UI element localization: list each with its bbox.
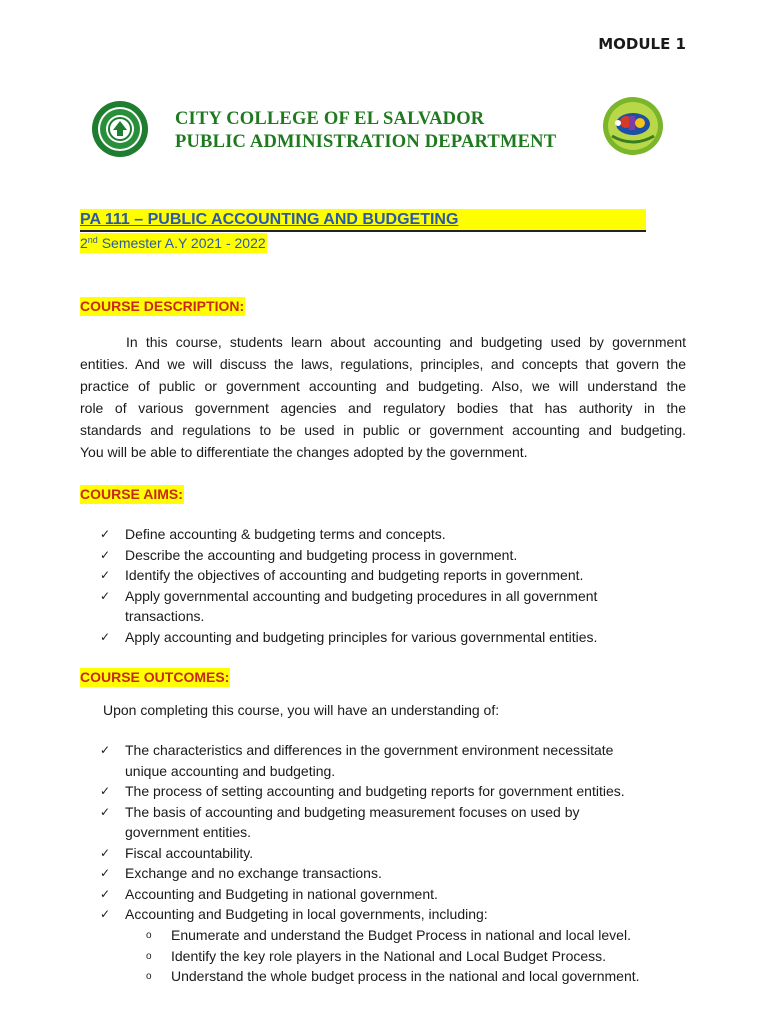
course-title [80, 209, 646, 232]
semester-text: Semester A.Y 2021 - 2022 [97, 235, 266, 251]
list-item: ✓ Identify the objectives of accounting and budgeting reports in government. [100, 565, 700, 586]
list-item: o Understand the whole budget process in the national and local government. [146, 966, 706, 987]
module-label: MODULE 1 [598, 35, 686, 53]
list-item: ✓ Fiscal accountability. [100, 843, 690, 864]
college-seal-logo [91, 100, 149, 158]
list-item: ✓ The basis of accounting and budgeting measurement focuses on used by government entities. [100, 802, 690, 843]
description-line: role of various government agencies and regulatory bodies that has authority in the [80, 400, 686, 416]
list-item: ✓ Apply governmental accounting and budgeting procedures in all government transactions. [100, 586, 700, 627]
list-item: ✓ Accounting and Budgeting in national government. [100, 884, 690, 905]
course-outcomes-heading: COURSE OUTCOMES: [80, 669, 230, 685]
college-header [175, 108, 556, 154]
course-outcomes-list [100, 740, 690, 925]
course-title-text: PA 111 – PUBLIC ACCOUNTING AND BUDGETING [80, 211, 459, 228]
list-item: ✓ Apply accounting and budgeting principles for various governmental entities. [100, 627, 700, 648]
department-logo [602, 96, 664, 156]
description-line: standards and regulations to be used in public or government accounting and budgeting. [80, 422, 686, 438]
list-item: ✓ Describe the accounting and budgeting process in government. [100, 545, 700, 566]
description-line: practice of public or government accounting and budgeting. Also, we will understand the [80, 378, 686, 394]
list-item: o Enumerate and understand the Budget Process in national and local level. [146, 925, 706, 946]
list-item: ✓ Accounting and Budgeting in local governments, including: [100, 904, 690, 925]
outcomes-intro: Upon completing this course, you will have an understanding of: [103, 702, 500, 718]
description-line: In this course, students learn about accounting and budgeting used by government [126, 334, 686, 350]
semester-suffix: nd [87, 235, 98, 245]
semester-line [80, 233, 267, 253]
department-name: PUBLIC ADMINISTRATION DEPARTMENT [175, 132, 557, 152]
semester-number: 2 [80, 235, 88, 251]
course-aims-heading: COURSE AIMS: [80, 486, 183, 502]
list-item: ✓ Exchange and no exchange transactions. [100, 863, 690, 884]
course-description-heading: COURSE DESCRIPTION: [80, 298, 245, 314]
college-name: CITY COLLEGE OF EL SALVADOR [175, 109, 485, 129]
course-aims-list [100, 524, 700, 647]
list-item: ✓ The characteristics and differences in the government environment necessitate unique accounting and budgeting. [100, 740, 690, 781]
list-item: ✓ The process of setting accounting and budgeting reports for government entities. [100, 781, 690, 802]
course-description-paragraph [80, 331, 686, 463]
list-item: ✓ Define accounting & budgeting terms and concepts. [100, 524, 700, 545]
description-line: entities. And we will discuss the laws, regulations, principles, and concepts that govern the [80, 356, 686, 372]
list-item: o Identify the key role players in the National and Local Budget Process. [146, 946, 706, 967]
local-government-sublist [146, 925, 706, 987]
description-line: You will be able to differentiate the changes adopted by the government. [80, 444, 528, 460]
